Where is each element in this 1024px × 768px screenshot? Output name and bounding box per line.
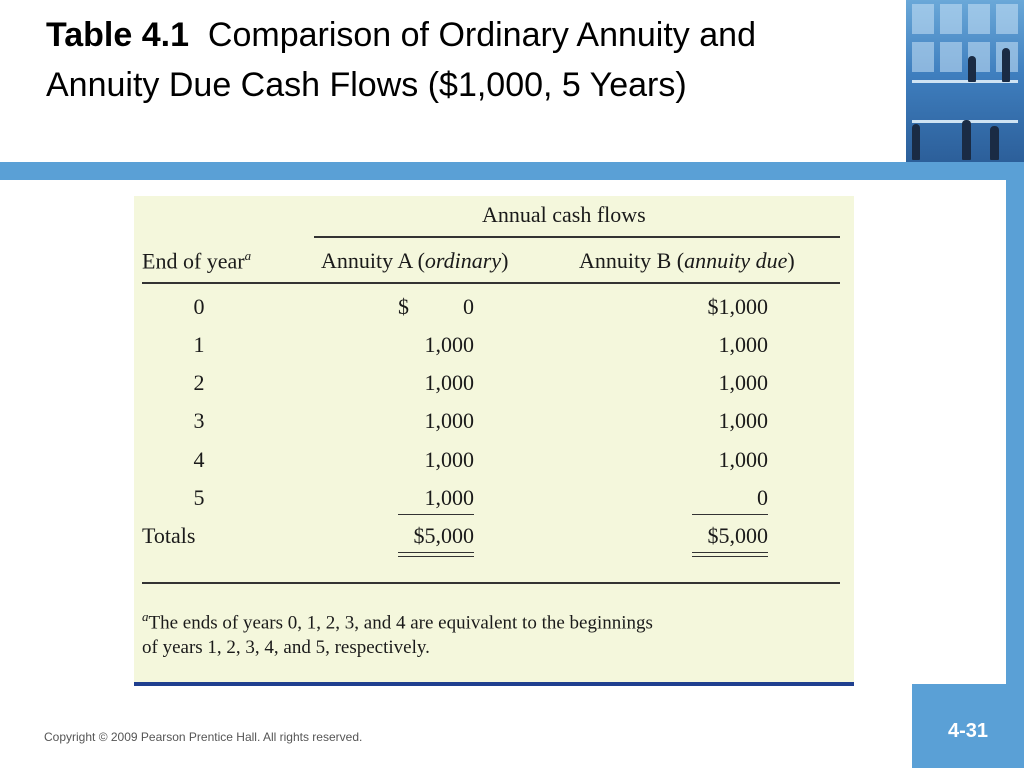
subtotal-rule-b bbox=[692, 514, 768, 515]
row-year: 3 bbox=[193, 408, 205, 433]
right-accent-strip bbox=[1006, 180, 1024, 684]
footnote: $^a$The ends of years 0, 1, 2, 3, and 4 are equivalent to the beginnings of years 1, 2, 3, 4, and 5, respectively. bbox=[142, 609, 653, 659]
row-year: 2 bbox=[193, 370, 205, 395]
footnote-rule bbox=[142, 582, 840, 584]
header-band bbox=[0, 162, 1024, 180]
total-a: $5,000 bbox=[413, 523, 474, 548]
row-a-value: 0 bbox=[463, 294, 474, 319]
row-a-value: 1,000 bbox=[424, 332, 474, 357]
group-rule bbox=[314, 236, 840, 238]
row-b-value: 1,000 bbox=[718, 447, 768, 472]
row-year: 0 bbox=[193, 294, 205, 319]
row-year: 4 bbox=[193, 447, 205, 472]
slide-number: 4-31 bbox=[947, 720, 989, 742]
total-double-rule-a bbox=[398, 552, 474, 557]
row-b-value: $1,000 bbox=[707, 294, 768, 319]
row-a-value: 1,000 bbox=[424, 485, 474, 510]
row-b-value: 1,000 bbox=[718, 332, 768, 357]
row-year: 5 bbox=[193, 485, 205, 510]
row-year: 1 bbox=[193, 332, 205, 357]
table-panel bbox=[134, 196, 854, 686]
copyright-text: Copyright © 2009 Pearson Prentice Hall. All rights reserved. bbox=[44, 730, 363, 744]
row-b-value: 1,000 bbox=[718, 408, 768, 433]
group-header: Annual cash flows bbox=[482, 202, 646, 227]
row-b-value: 1,000 bbox=[718, 370, 768, 395]
col-header-annuity-b: Annuity B (annuity due) bbox=[579, 248, 795, 273]
col-header-year: End of year$^a$ bbox=[142, 248, 252, 274]
col-header-annuity-a: Annuity A (ordinary) bbox=[321, 248, 509, 273]
row-a-value: 1,000 bbox=[424, 370, 474, 395]
totals-label: Totals bbox=[142, 523, 196, 548]
row-b-value: 0 bbox=[757, 485, 768, 510]
header-photo bbox=[906, 0, 1024, 162]
total-b: $5,000 bbox=[707, 523, 768, 548]
subtotal-rule-a bbox=[398, 514, 474, 515]
table-label: Table 4.1 bbox=[46, 16, 189, 54]
header-rule bbox=[142, 282, 840, 284]
slide-title bbox=[46, 10, 876, 110]
row-a-currency: $ bbox=[398, 294, 409, 319]
title-text: Comparison of Ordinary Annuity and Annuity Due Cash Flows ($1,000, 5 Years) bbox=[46, 16, 756, 104]
row-a-value: 1,000 bbox=[424, 447, 474, 472]
row-a-value: 1,000 bbox=[424, 408, 474, 433]
total-double-rule-b bbox=[692, 552, 768, 557]
